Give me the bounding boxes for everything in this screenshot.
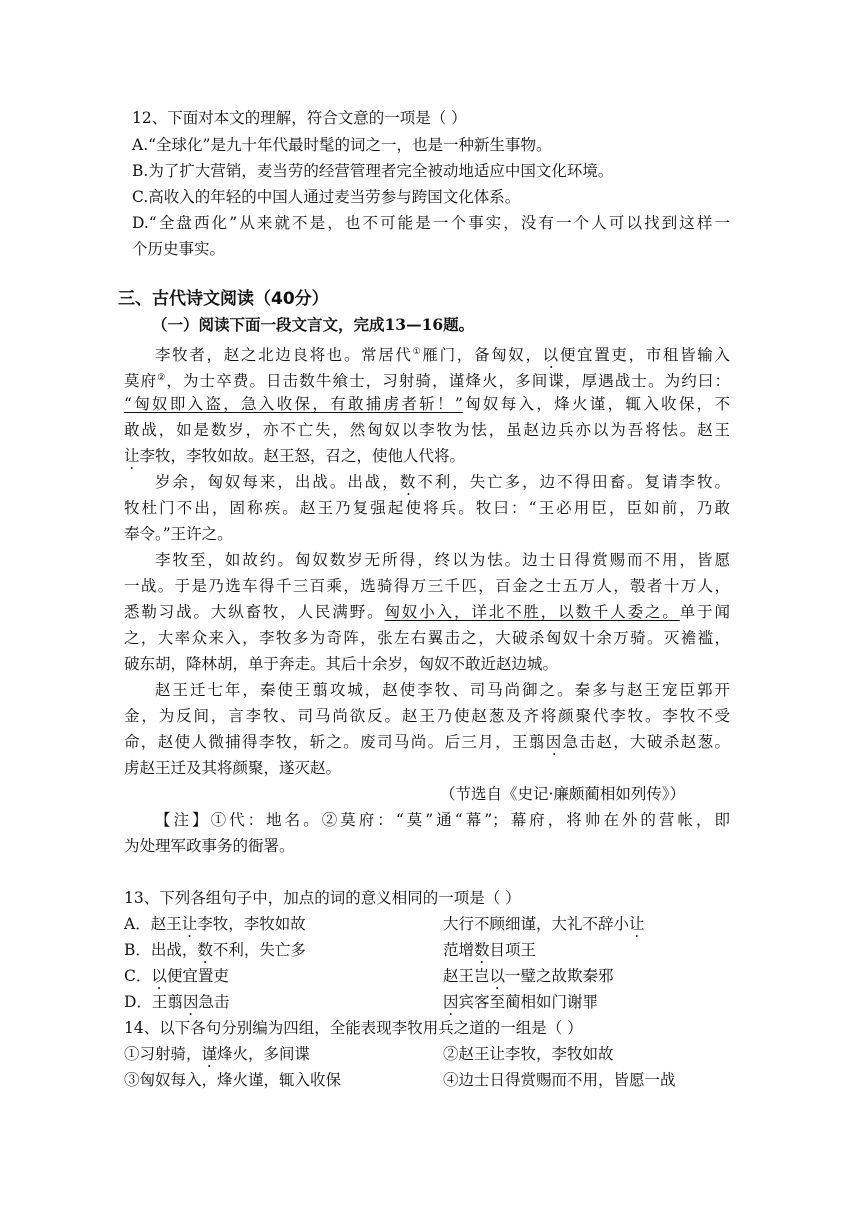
q12-stem: 12、下面对本文的理解，符合文意的一项是（ ） xyxy=(132,109,467,127)
passage-line: 命，赵使人微捕得李牧，斩之。废司马尚。后三月，王翦因急击赵，大破杀赵葱。 xyxy=(124,733,730,751)
dotted-char: 以 xyxy=(489,967,506,985)
section-title: 三、古代诗文阅读（40分） xyxy=(118,289,329,309)
dotted-char: 谨 xyxy=(201,1045,218,1063)
underlined-sentence: “匈奴即入盗，急入收保，有敢捕虏者斩！” xyxy=(124,395,463,413)
q13-option-a-left: A．赵王让李牧，李牧如故 xyxy=(124,915,306,933)
passage-line: 牧杜门不出，固称疾。赵王乃复强起使将兵。牧曰：“王必用臣，臣如前，乃敢 xyxy=(124,499,730,517)
dotted-char: 因 xyxy=(545,733,563,751)
passage-line: 李牧者，赵之北边良将也。常居代①雁门，备匈奴，以便宜置吏，市租皆输入 xyxy=(155,346,730,365)
dotted-char: 因 xyxy=(443,993,459,1011)
dotted-char: 数 xyxy=(197,941,213,959)
passage-note: 为处理军政事务的衙署。 xyxy=(124,837,295,855)
q13-stem: 13、下列各组句子中，加点的词的意义相同的一项是（ ） xyxy=(124,889,521,907)
dotted-char: 让 xyxy=(181,915,198,933)
q12-option-b: B.为了扩大营销，麦当劳的经营管理者完全被动地适应中国文化环境。 xyxy=(132,162,614,180)
dotted-char: 让 xyxy=(629,915,645,933)
passage-line: “匈奴即入盗，急入收保，有敢捕虏者斩！”匈奴每入，烽火谨，辄入收保，不 xyxy=(124,395,730,413)
passage-line: 让李牧，李牧如故。赵王怒，召之，使他人代将。 xyxy=(124,447,466,465)
q14-stem: 14、以下各句分别编为四组，全能表现李牧用兵之道的一组是（ ） xyxy=(124,1019,583,1037)
passage-line: 之，大率众来入，李牧多为奇阵，张左右翼击之，大破杀匈奴十余万骑。灭襜褴， xyxy=(124,629,730,647)
q13-option-b-left: B．出战，数不利，失亡多 xyxy=(124,941,306,959)
dotted-char: 因 xyxy=(182,993,199,1011)
passage-line: 悉勒习战。大纵畜牧，人民满野。匈奴小入，详北不胜，以数千人委之。单于闻 xyxy=(124,603,730,621)
passage-line: 奉令。”王许之。 xyxy=(124,525,233,543)
passage-note: 【注】①代：地名。②莫府：“莫”通“幕”；幕府，将帅在外的营帐，即 xyxy=(155,811,730,829)
q13-option-c-left: C．以便宜置吏 xyxy=(124,967,229,985)
dotted-char: 数 xyxy=(474,941,490,959)
underlined-sentence: 匈奴小入，详北不胜，以数千人委之。 xyxy=(384,603,680,621)
q12-option-d-line2: 个历史事实。 xyxy=(132,240,226,258)
q12-option-a: A.“全球化”是九十年代最时髦的词之一，也是一种新生事物。 xyxy=(132,136,552,154)
q12-option-d-line1: D.“全盘西化”从来就不是，也不可能是一个事实，没有一个人可以找到这样一 xyxy=(132,214,730,232)
dotted-char: 以 xyxy=(151,967,167,985)
passage-line: 岁余，匈奴每来，出战。出战，数不利，失亡多，边不得田畜。复请李牧。 xyxy=(155,473,730,491)
passage-line: 赵王迁七年，秦使王翦攻城，赵使李牧、司马尚御之。秦多与赵王宠臣郭开 xyxy=(155,681,730,699)
q13-option-d-left: D．王翦因急击 xyxy=(124,993,230,1011)
q12-option-c: C.高收入的年轻的中国人通过麦当劳参与跨国文化体系。 xyxy=(132,188,521,206)
q13-option-b-right: 范增数目项王 xyxy=(443,941,537,959)
passage-line: 李牧至，如故约。匈奴数岁无所得，终以为怯。边士日得赏赐而不用，皆愿 xyxy=(155,551,730,569)
q14-option-2: ②赵王让李牧，李牧如故 xyxy=(443,1045,614,1063)
passage-line: 莫府②，为士卒费。日击数牛飨士，习射骑，谨烽火，多间谍，厚遇战士。为约曰： xyxy=(124,372,730,391)
q14-option-4: ④边士日得赏赐而不用，皆愿一战 xyxy=(443,1071,676,1089)
passage-line: 破东胡，降林胡，单于奔走。其后十余岁，匈奴不敢近赵边城。 xyxy=(124,655,559,673)
q13-option-c-right: 赵王岂以一璧之故欺秦邪 xyxy=(443,967,614,985)
passage-line: 一战。于是乃选车得千三百乘，选骑得万三千匹，百金之士五万人，彀者十万人， xyxy=(124,577,730,595)
passage-line: 敢战，如是数岁，亦不亡失，然匈奴以李牧为怯，虽赵边兵亦以为吾将怯。赵王 xyxy=(124,421,730,439)
q14-option-1: ①习射骑，谨烽火，多间谍 xyxy=(124,1045,311,1063)
q13-option-d-right: 因宾客至蔺相如门谢罪 xyxy=(443,993,599,1011)
dotted-char: 让 xyxy=(124,447,140,465)
dotted-char: 数 xyxy=(399,473,418,491)
passage-line: 虏赵王迁及其将颜聚，遂灭赵。 xyxy=(124,759,342,777)
passage-source: （节选自《史记·廉颇蔺相如列传》） xyxy=(440,785,686,803)
passage-line: 金，为反间，言李牧、司马尚欲反。赵王乃使赵葱及齐将颜聚代李牧。李牧不受 xyxy=(124,707,730,725)
dotted-char: 以 xyxy=(542,346,560,365)
q14-option-3: ③匈奴每入，烽火谨，辄入收保 xyxy=(124,1071,342,1089)
q13-option-a-right: 大行不顾细谨，大礼不辞小让 xyxy=(443,915,645,933)
section-subtitle: （一）阅读下面一段文言文，完成13—16题。 xyxy=(152,315,475,334)
